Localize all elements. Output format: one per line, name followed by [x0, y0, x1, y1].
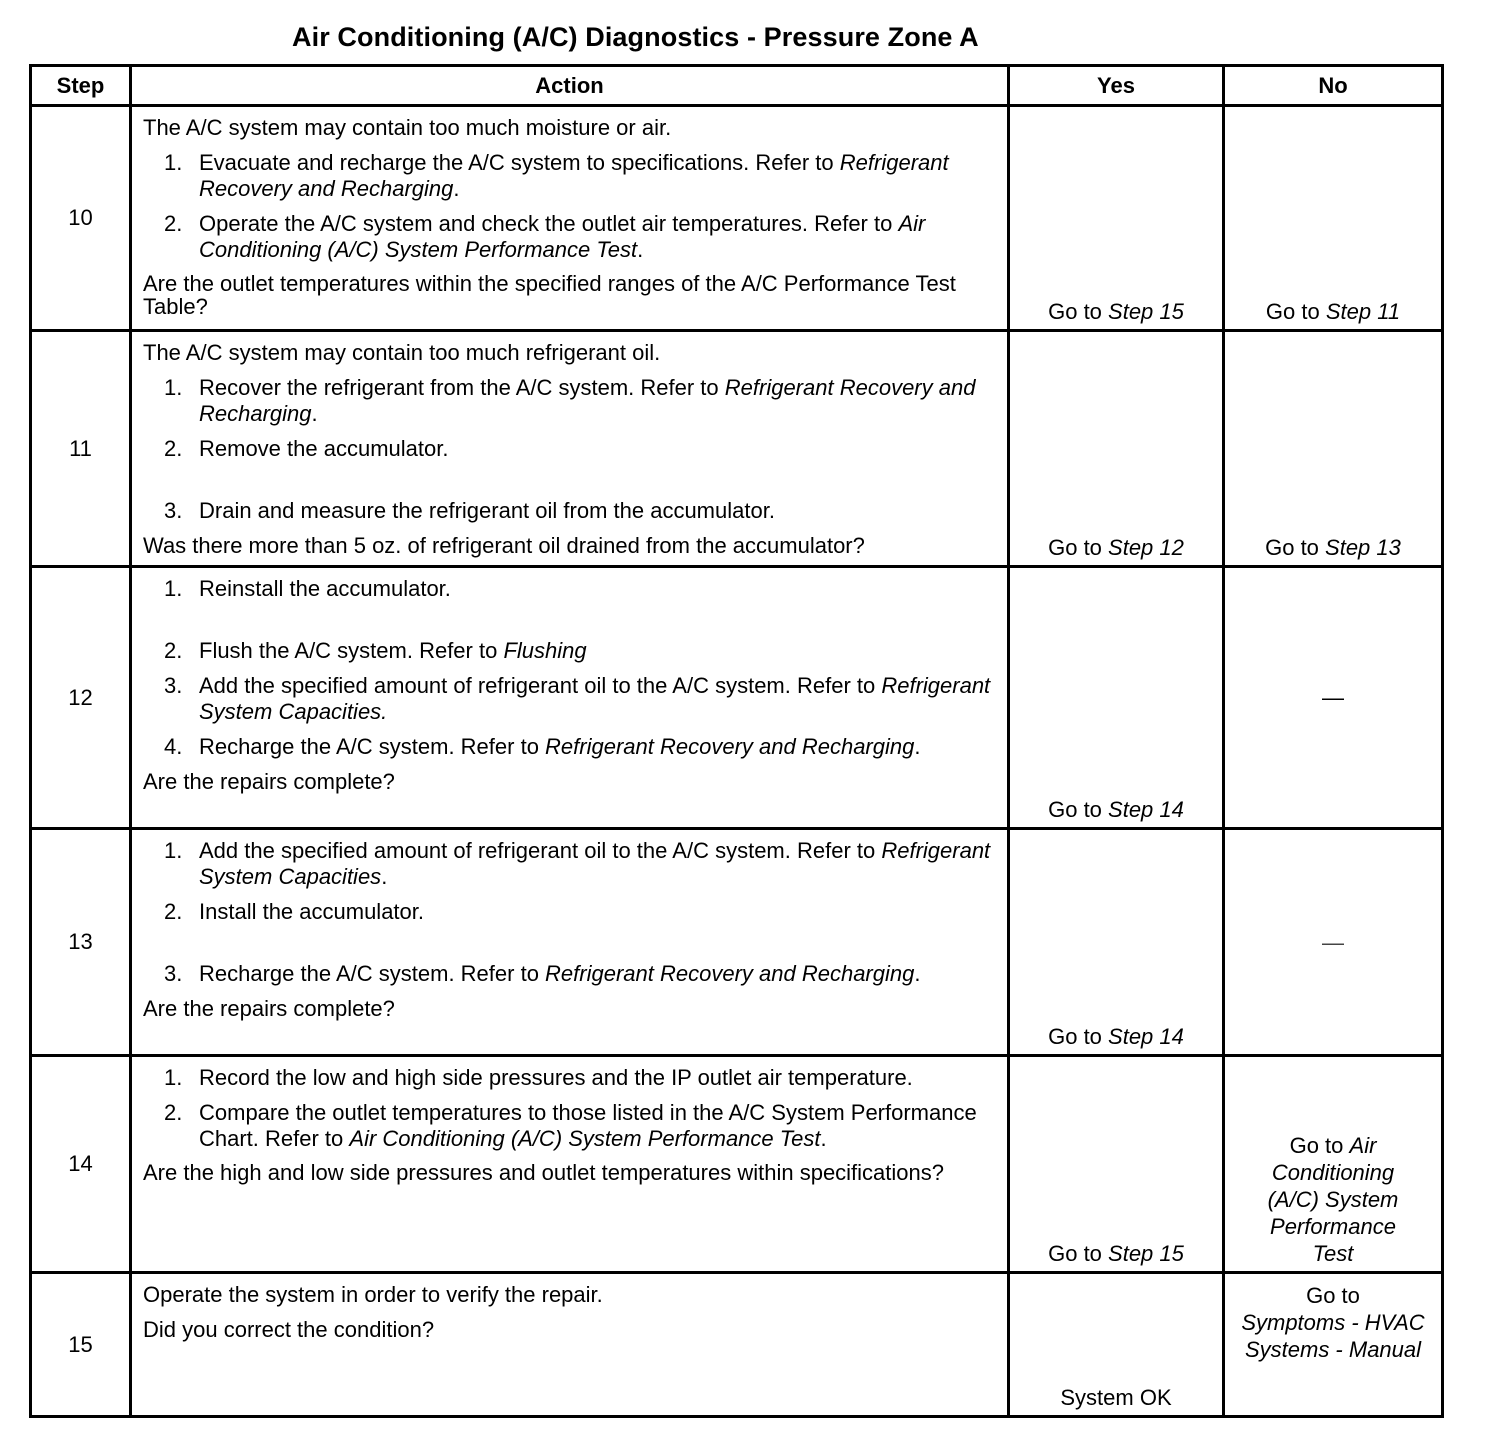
action-steps	[143, 375, 997, 524]
header-row	[31, 66, 1443, 106]
header-action: Action	[131, 66, 1009, 106]
reference-link: Step 14	[1108, 797, 1184, 822]
action-intro: Operate the system in order to verify the repair.	[143, 1282, 603, 1307]
step-number: 13	[31, 829, 131, 1056]
reference-link: Flushing	[503, 638, 587, 663]
step-number: 10	[31, 106, 131, 331]
list-item: 1. Evacuate and recharge the A/C system to specifications. Refer to Refrigerant Recovery and Recharging.	[164, 150, 949, 201]
table-row	[31, 1273, 1443, 1417]
action-intro: The A/C system may contain too much refrigerant oil.	[143, 340, 661, 365]
table-row	[31, 331, 1443, 567]
step-number: 12	[31, 567, 131, 829]
reference-link: Air Conditioning (A/C) System Performance Test	[199, 211, 926, 262]
dash-mark: —	[1322, 685, 1344, 710]
list-item: 2. Install the accumulator.	[164, 899, 425, 924]
no-cell: Go to Step 13	[1224, 331, 1443, 567]
reference-link: Step 13	[1325, 535, 1401, 560]
reference-link: Air Conditioning (A/C) System Performance Test	[349, 1126, 821, 1151]
reference-link: Step 15	[1108, 1241, 1184, 1266]
table-row	[31, 567, 1443, 829]
reference-link: Symptoms - HVAC Systems - Manual	[1241, 1310, 1425, 1362]
yes-cell: Go to Step 15	[1009, 1056, 1224, 1273]
list-item: 2. Compare the outlet temperatures to those listed in the A/C System Performance Chart. Refer to Air Conditioning (A/C) System Performance Test.	[164, 1100, 977, 1151]
list-item: 1. Record the low and high side pressures and the IP outlet air temperature.	[164, 1065, 913, 1090]
step-number: 15	[31, 1273, 131, 1417]
action-cell	[131, 106, 1009, 331]
list-item: 3. Recharge the A/C system. Refer to Refrigerant Recovery and Recharging.	[164, 961, 921, 986]
action-intro: The A/C system may contain too much moisture or air.	[143, 115, 672, 140]
header-yes: Yes	[1009, 66, 1224, 106]
action-cell	[131, 829, 1009, 1056]
list-item: 2. Remove the accumulator.	[164, 436, 449, 461]
list-item: 4. Recharge the A/C system. Refer to Refrigerant Recovery and Recharging.	[164, 734, 921, 759]
yes-cell: Go to Step 14	[1009, 829, 1224, 1056]
header-no: No	[1224, 66, 1443, 106]
no-cell: Go to Step 11	[1224, 106, 1443, 331]
action-question: Was there more than 5 oz. of refrigerant oil drained from the accumulator?	[143, 533, 865, 558]
table-row	[31, 106, 1443, 331]
action-cell	[131, 567, 1009, 829]
no-cell	[1224, 567, 1443, 829]
step-number: 14	[31, 1056, 131, 1273]
reference-link: Refrigerant Recovery and Recharging	[199, 150, 949, 201]
table-row	[31, 1056, 1443, 1273]
action-question: Did you correct the condition?	[143, 1317, 435, 1342]
action-steps	[143, 838, 997, 987]
reference-link: Refrigerant Recovery and Recharging	[545, 961, 915, 986]
page-title: Air Conditioning (A/C) Diagnostics - Pressure Zone A	[292, 22, 979, 52]
yes-cell: Go to Step 15	[1009, 106, 1224, 331]
reference-link: Refrigerant System Capacities	[199, 838, 991, 889]
action-cell	[131, 1273, 1009, 1417]
list-item: 1. Recover the refrigerant from the A/C system. Refer to Refrigerant Recovery and Recharging.	[164, 375, 976, 426]
action-question: Are the repairs complete?	[143, 769, 395, 794]
list-item: 3. Drain and measure the refrigerant oil from the accumulator.	[164, 498, 775, 523]
action-steps	[143, 576, 997, 760]
no-cell: Go to Air Conditioning (A/C) System Performance Test	[1224, 1056, 1443, 1273]
step-number: 11	[31, 331, 131, 567]
reference-link: Refrigerant Recovery and Recharging	[545, 734, 915, 759]
action-question: Are the outlet temperatures within the specified ranges of the A/C Performance Test Table?	[143, 271, 956, 319]
table-row	[31, 829, 1443, 1056]
no-cell: Go to Symptoms - HVAC Systems - Manual	[1224, 1273, 1443, 1417]
yes-cell: Go to Step 12	[1009, 331, 1224, 567]
reference-link: Refrigerant System Capacities.	[199, 673, 991, 724]
action-question: Are the repairs complete?	[143, 996, 395, 1021]
yes-cell: System OK	[1009, 1273, 1224, 1417]
reference-link: Refrigerant Recovery and Recharging	[199, 375, 976, 426]
reference-link: Step 15	[1108, 299, 1184, 324]
action-steps	[143, 1065, 997, 1152]
no-cell	[1224, 829, 1443, 1056]
reference-link: Step 11	[1325, 299, 1401, 324]
list-item: 1. Reinstall the accumulator.	[164, 576, 451, 601]
reference-link: Step 12	[1108, 535, 1184, 560]
list-item: 2. Operate the A/C system and check the outlet air temperatures. Refer to Air Conditioning (A/C) System Performance Test.	[164, 211, 926, 262]
list-item: 3. Add the specified amount of refrigerant oil to the A/C system. Refer to Refrigerant System Capacities.	[164, 673, 991, 724]
reference-link: Step 14	[1108, 1024, 1184, 1049]
diagnostics-table	[29, 64, 1444, 1418]
action-cell	[131, 331, 1009, 567]
action-cell	[131, 1056, 1009, 1273]
list-item: 2. Flush the A/C system. Refer to Flushing	[164, 638, 587, 663]
header-step: Step	[31, 66, 131, 106]
list-item: 1. Add the specified amount of refrigerant oil to the A/C system. Refer to Refrigerant System Capacities.	[164, 838, 991, 889]
yes-cell: Go to Step 14	[1009, 567, 1224, 829]
action-steps	[143, 150, 997, 263]
dash-mark: —	[1322, 929, 1344, 955]
reference-link: Air Conditioning (A/C) System Performance Test	[1267, 1133, 1399, 1266]
action-question: Are the high and low side pressures and outlet temperatures within specifications?	[143, 1160, 945, 1185]
